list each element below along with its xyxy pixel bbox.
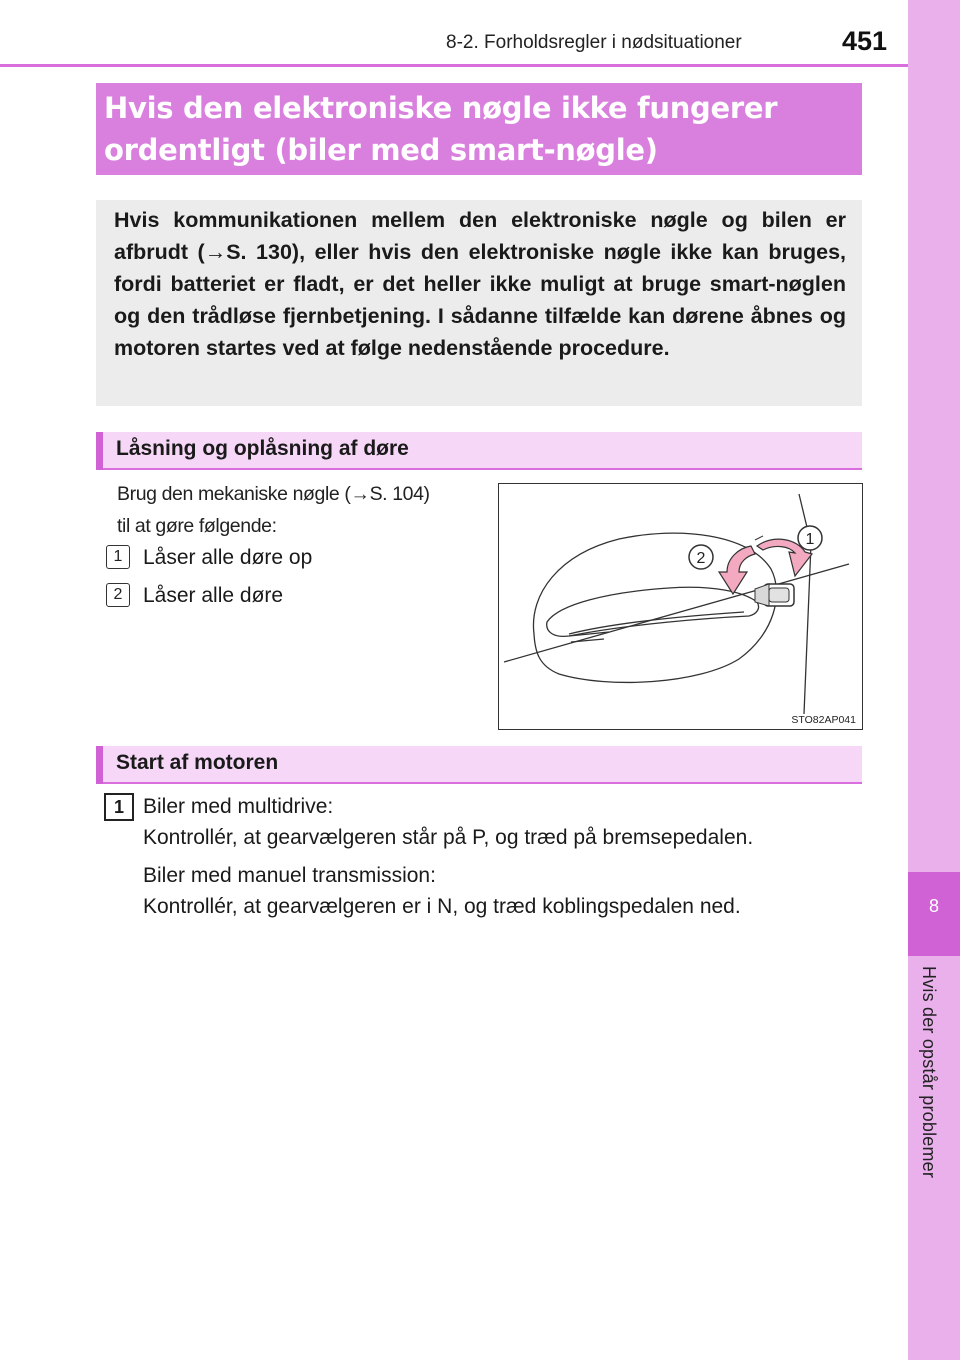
section-heading-start [96,746,862,784]
chapter-number: 8 [928,896,939,916]
list-item-lock: Låser alle døre [143,584,284,607]
header-rule [0,64,908,67]
locking-instructions [117,478,497,542]
section-heading-bar [96,746,103,784]
step-manual-line-1: Biler med manuel transmission: [143,864,436,887]
key-cylinder [755,584,794,606]
step-paragraph-manual [143,860,883,922]
intro-text: Hvis kommunikationen mellem den elektroniske nøgle og bilen er afbrudt (→S. 130), eller hvis den elektroniske nøgle ikke kan bruges, fordi batteriet er fladt, er det heller ikke muligt at bruge smart-nøglen og den trådløse fjernbetjening. I sådanne tilfælde kan dørene åbnes og motoren startes ved at følge nedenstående procedure. [114,208,846,360]
intro-box [96,200,862,406]
page-title-banner [96,83,862,175]
callout-number-2: 2 [106,583,130,607]
page-number: 451 [842,26,888,56]
step-manual-line-2: Kontrollér, at gearvælgeren er i N, og træd koblingspedalen ned. [143,895,741,918]
figure-callout-2-label: 2 [696,550,706,567]
section-heading-start-text: Start af motoren [116,751,279,774]
figure-callout-1-label: 1 [805,531,815,548]
step-paragraph-multidrive [143,791,883,853]
running-header: 8-2. Forholdsregler i nødsituationer [446,32,742,53]
callout-number-1: 1 [106,545,130,569]
section-heading-locking [96,432,862,470]
chapter-label: Hvis der opstår problemer [919,966,939,1179]
step-multidrive-line-1: Biler med multidrive: [143,795,334,818]
page-title [104,87,844,171]
door-handle-grip [547,587,759,636]
lock-arrow [719,546,755,594]
door-handle-illustration [498,483,863,730]
door-handle-drawing [499,484,862,729]
page-title-line-1: Hvis den elektroniske nøgle ikke fungerer [104,91,778,125]
step-multidrive-line-2: Kontrollér, at gearvælgeren står på P, og træd på bremsepedalen. [143,826,754,849]
page-title-line-2: ordentligt (biler med smart-nøgle) [104,133,658,167]
figure-caption: STO82AP041 [791,714,856,726]
list-item-unlock: Låser alle døre op [143,546,313,569]
locking-instructions-line-2: til at gøre følgende: [117,515,277,537]
section-heading-bar [96,432,103,470]
section-heading-locking-text: Låsning og oplåsning af døre [116,437,409,460]
locking-instructions-line-1: Brug den mekaniske nøgle (→S. 104) [117,483,430,505]
step-number-1: 1 [104,793,134,821]
